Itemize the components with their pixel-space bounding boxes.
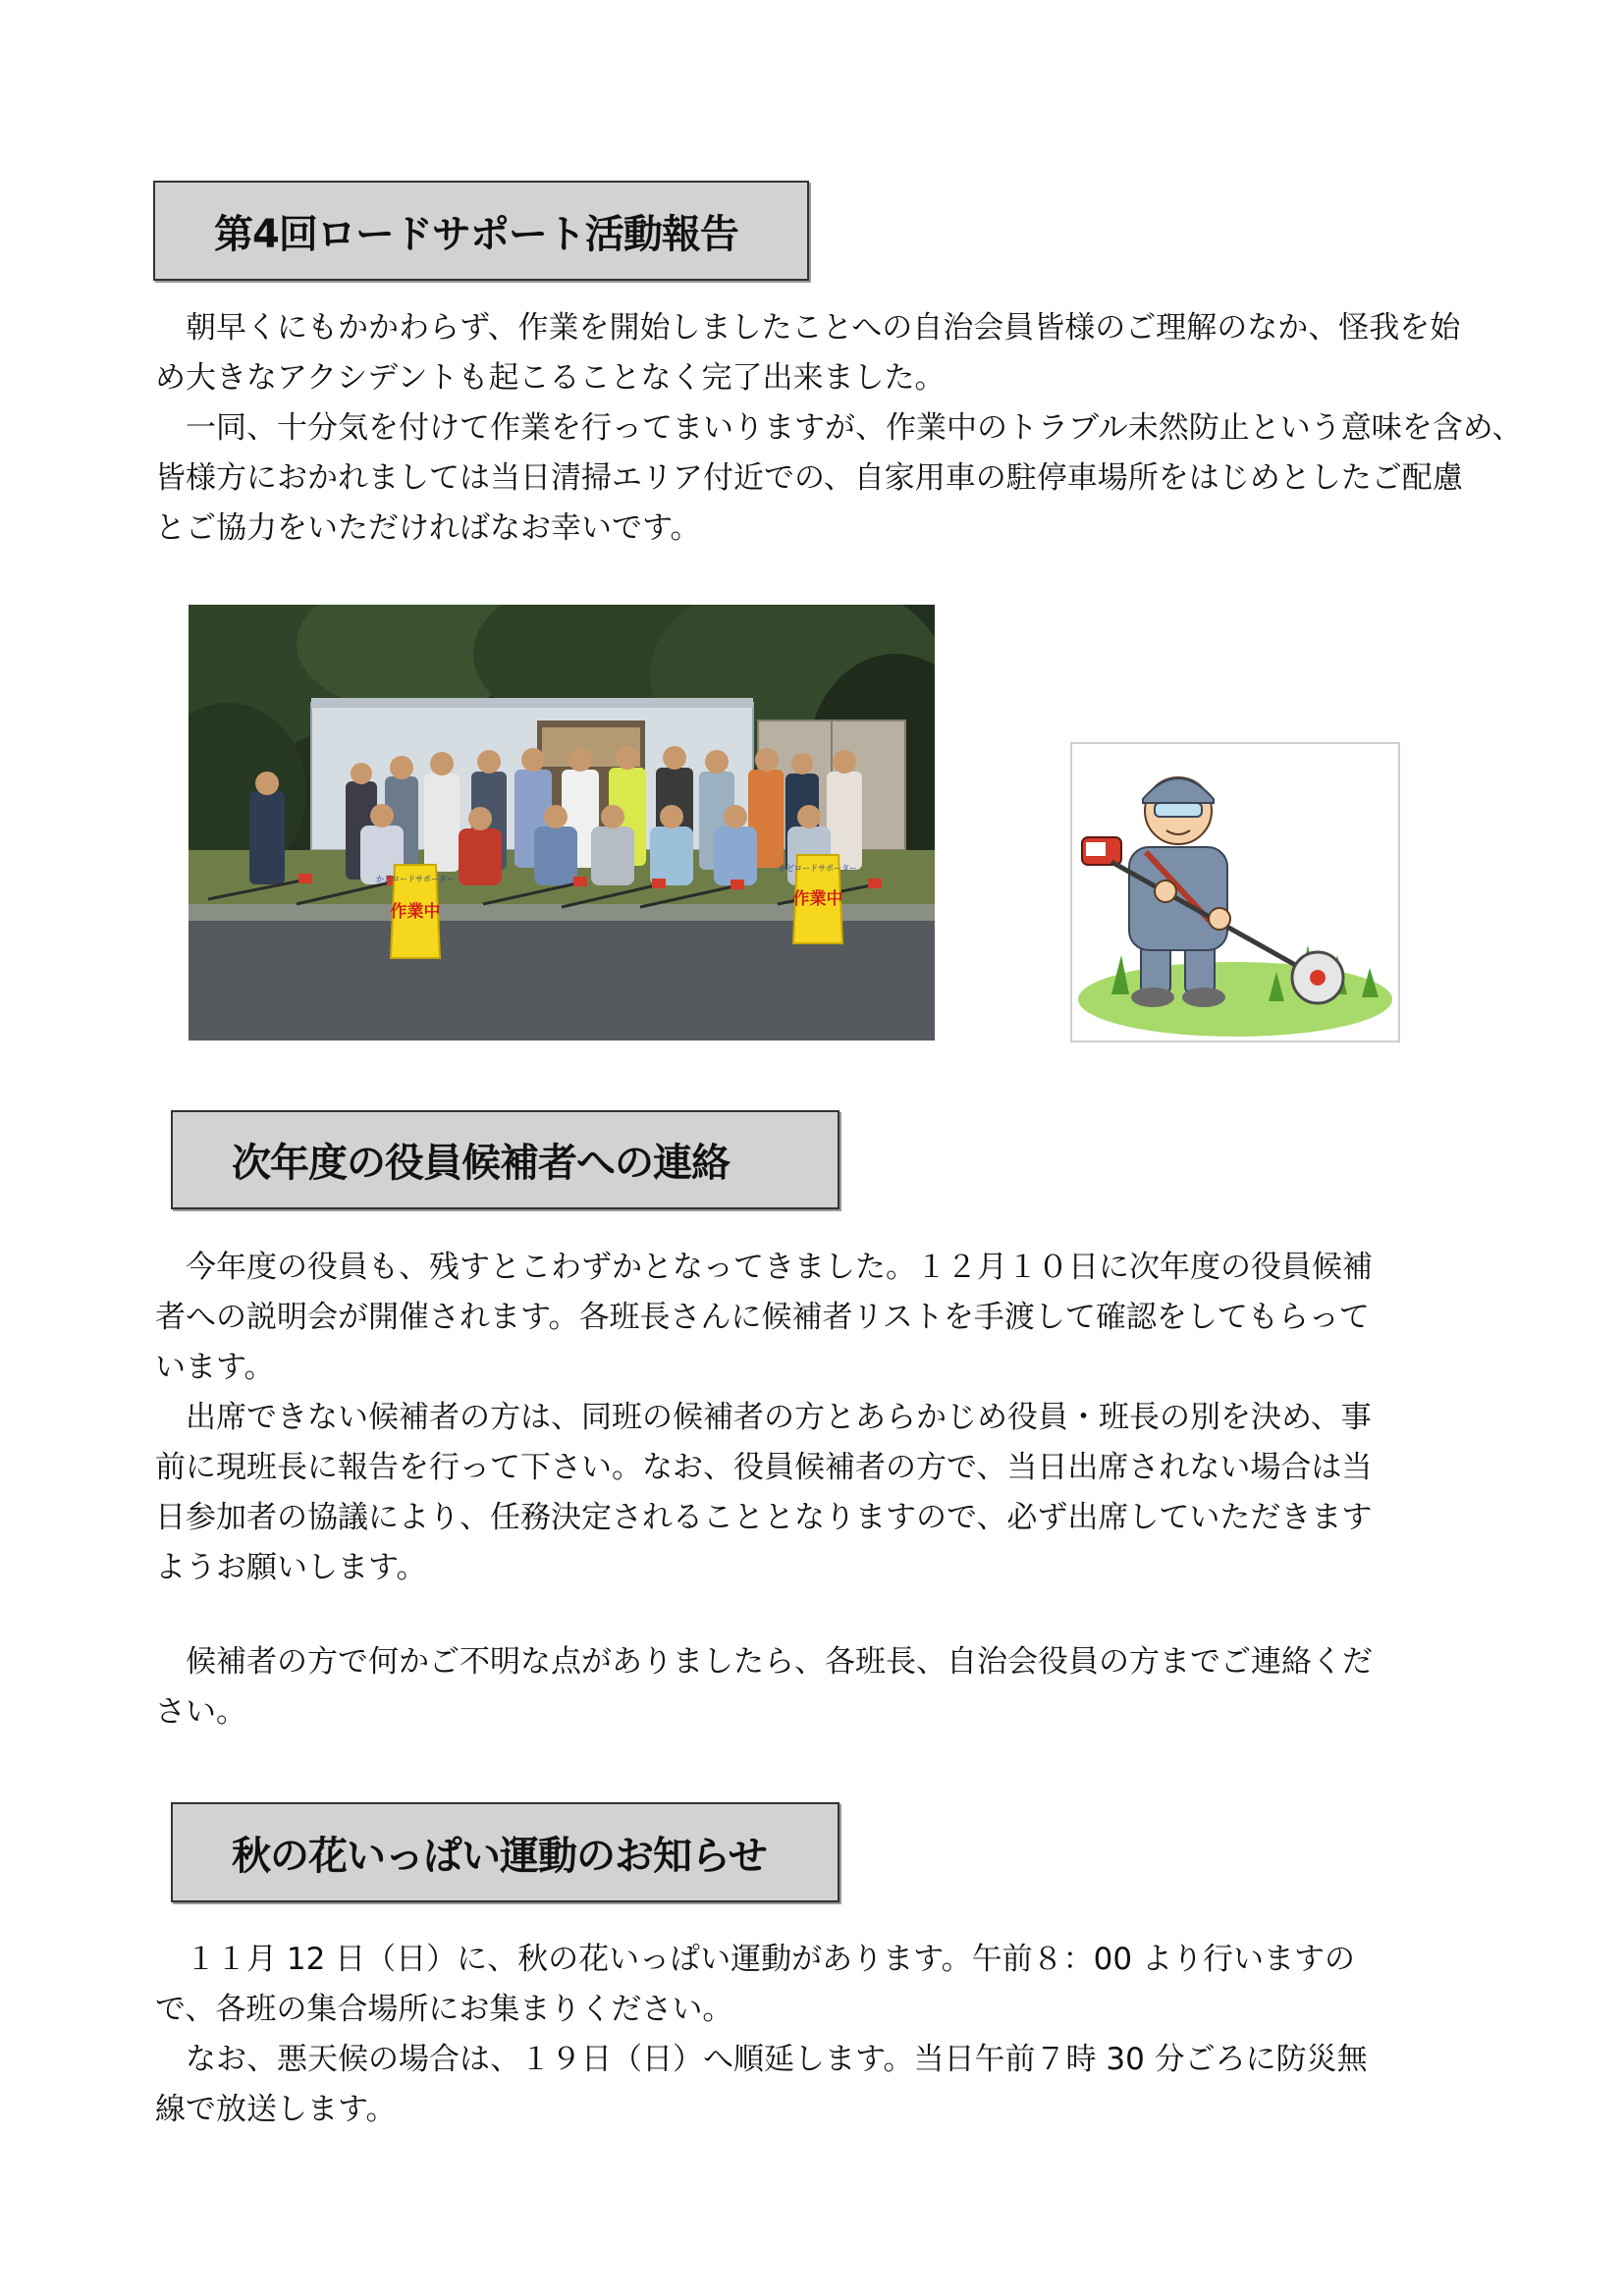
officer-candidates-paragraph [155, 1243, 1490, 1593]
paragraph-line: 皆様方におかれましては当日清掃エリア付近での、自家用車の駐停車場所をはじめとしたご配慮 [155, 460, 1463, 496]
group-photo [189, 605, 935, 1041]
paragraph-line: なお、悪天候の場合は、１９日（日）へ順延します。当日午前７時 30 分ごろに防災無 [155, 2042, 1368, 2077]
section-heading-officer-candidates [171, 1110, 839, 1209]
autumn-flowers-paragraph [155, 1935, 1490, 2135]
road-support-paragraph [155, 303, 1523, 554]
paragraph-line: とご協力をいただければなお幸いです。 [155, 510, 701, 546]
sign-caption: かどロードサポーター [779, 864, 857, 873]
grass-trimmer-illustration [1070, 742, 1400, 1042]
section-heading-autumn-flowers [171, 1802, 839, 1902]
section-heading-road-support [153, 181, 809, 281]
paragraph-line: め大きなアクシデントも起こることなく完了出来ました。 [155, 360, 946, 396]
paragraph-line: います。 [155, 1350, 275, 1385]
sign-label: 作業中 [792, 889, 843, 909]
heading-text: 第4回ロードサポート活動報告 [214, 211, 738, 257]
paragraph-line: 朝早くにもかかわらず、作業を開始しましたことへの自治会員皆様のご理解のなか、怪我を始 [155, 310, 1461, 346]
paragraph-line: 今年度の役員も、残すとこわずかとなってきました。１２月１０日に次年度の役員候補 [155, 1250, 1373, 1285]
paragraph-line: 候補者の方で何かご不明な点がありましたら、各班長、自治会役員の方までご連絡くだ [155, 1644, 1373, 1680]
paragraph-line: さい。 [155, 1694, 246, 1730]
paragraph-line: 一同、十分気を付けて作業を行ってまいりますが、作業中のトラブル未然防止という意味を含め、 [155, 410, 1523, 446]
paragraph-line: ようお願いします。 [155, 1550, 427, 1585]
paragraph-line: で、各班の集合場所にお集まりください。 [155, 1992, 733, 2027]
paragraph-line: 前に現班長に報告を行って下さい。なお、役員候補者の方で、当日出席されない場合は当 [155, 1450, 1373, 1485]
paragraph-line: 出席できない候補者の方は、同班の候補者の方とあらかじめ役員・班長の別を決め、事 [155, 1400, 1372, 1435]
paragraph-line: 日参加者の協議により、任務決定されることとなりますので、必ず出席していただきます [155, 1500, 1373, 1535]
paragraph-line: 線で放送します。 [155, 2092, 397, 2127]
sign-caption: かどロードサポーター [376, 875, 455, 883]
officer-candidates-contact-paragraph [155, 1637, 1490, 1737]
heading-text: 次年度の役員候補者への連絡 [232, 1141, 730, 1186]
sign-label: 作業中 [390, 902, 441, 922]
paragraph-line: １１月 12 日（日）に、秋の花いっぱい運動があります。午前８：00 より行いますの [155, 1942, 1355, 1977]
paragraph-line: 者への説明会が開催されます。各班長さんに候補者リストを手渡して確認をしてもらって [155, 1300, 1370, 1335]
heading-text: 秋の花いっぱい運動のお知らせ [232, 1833, 767, 1879]
